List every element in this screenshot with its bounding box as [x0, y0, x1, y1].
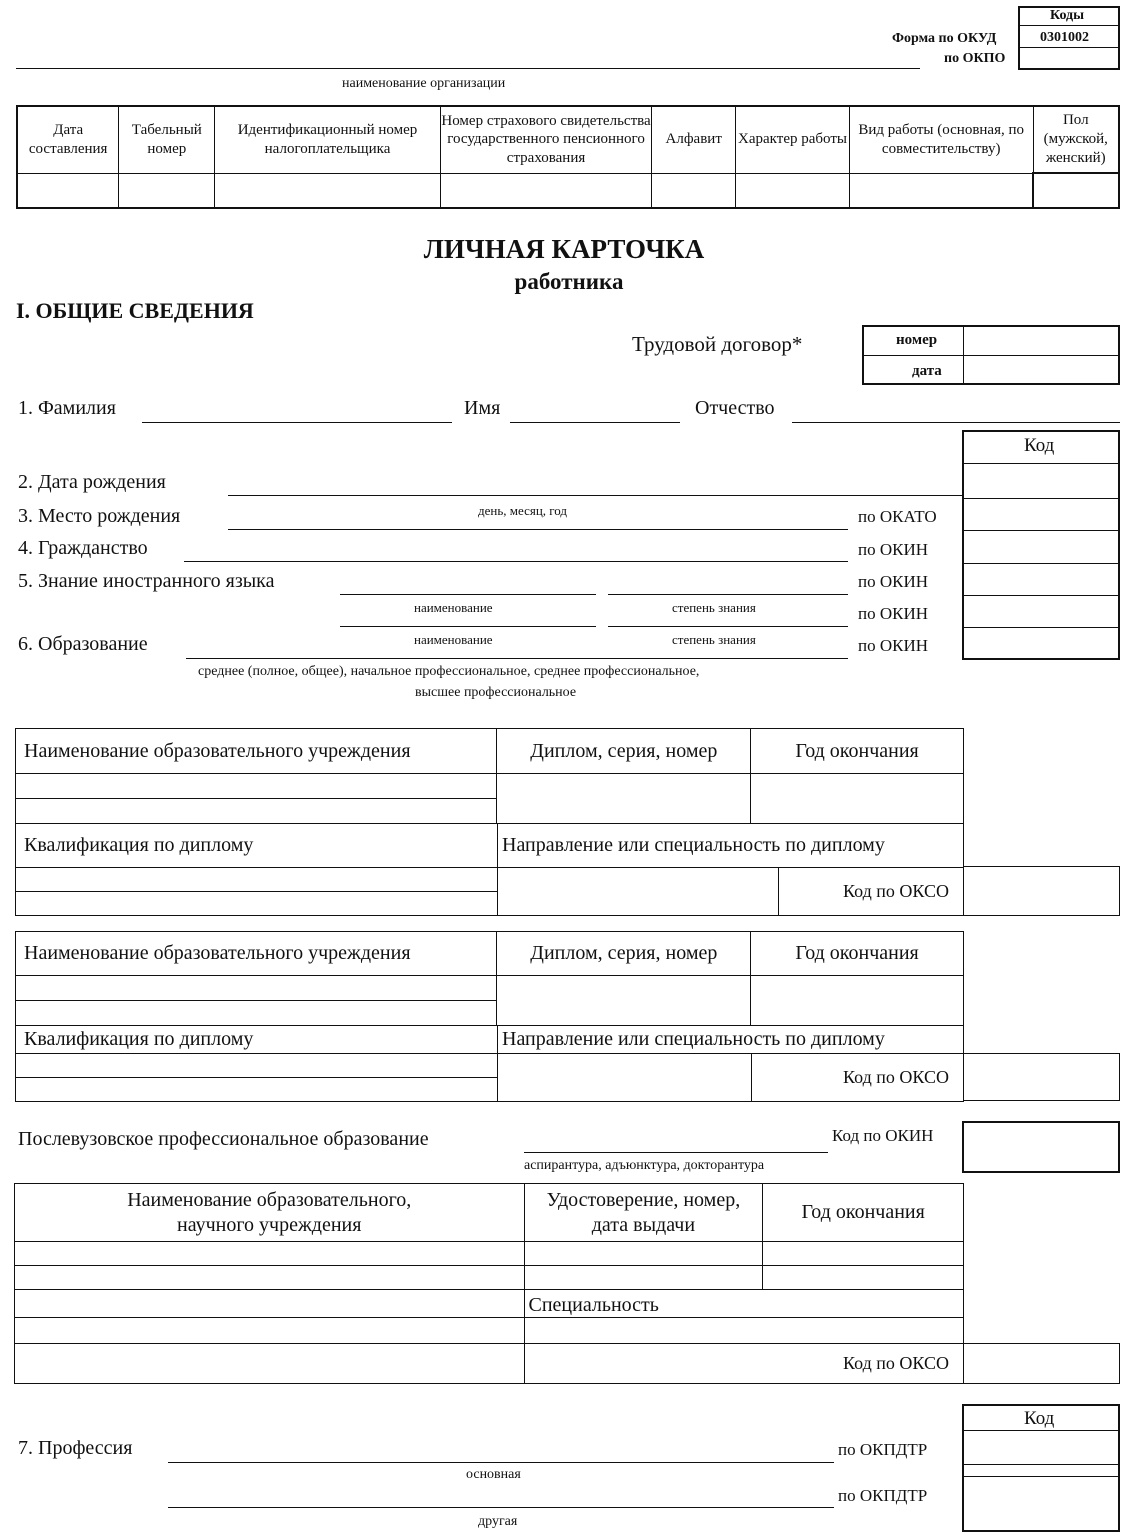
- edu2-year-cell[interactable]: [751, 976, 964, 1026]
- cell-inn[interactable]: [215, 173, 441, 208]
- edu1-qualification-header: Квалификация по диплому: [16, 824, 498, 868]
- profession-other-caption: другая: [478, 1514, 518, 1529]
- edu2-okso-label: Код по ОКСО: [752, 1054, 964, 1102]
- contract-number-input[interactable]: [968, 329, 1116, 351]
- contract-date-input[interactable]: [968, 359, 1116, 381]
- edu1-institution-row2[interactable]: [16, 799, 497, 824]
- postgrad-row3[interactable]: [15, 1290, 525, 1318]
- code-birth-place[interactable]: [966, 501, 1116, 527]
- cell-work-nature[interactable]: [736, 173, 850, 208]
- edu2-qualification-row1[interactable]: [16, 1054, 498, 1078]
- edu2-specialty-header: Направление или специальность по диплому: [498, 1026, 964, 1054]
- birth-date-label: 2. Дата рождения: [18, 471, 166, 493]
- okpo-label: по ОКПО: [944, 51, 1006, 66]
- postgrad-certificate-row2[interactable]: [524, 1266, 763, 1290]
- profession-other-code[interactable]: [966, 1480, 1116, 1528]
- postgrad-institution-header: Наименование образовательного, научного учреждения: [15, 1184, 525, 1242]
- edu2-diploma-cell[interactable]: [497, 976, 751, 1026]
- edu2-qualification-row2[interactable]: [16, 1078, 498, 1102]
- postgrad-institution-row1[interactable]: [15, 1242, 525, 1266]
- edu2-specialty-cell[interactable]: [498, 1054, 752, 1102]
- birth-date-caption: день, месяц, год: [478, 503, 568, 518]
- postgrad-okso-label: Код по ОКСО: [524, 1344, 964, 1384]
- education-label: 6. Образование: [18, 633, 148, 655]
- title-line2: работника: [514, 269, 624, 294]
- okin-label-language-2: по ОКИН: [858, 604, 929, 623]
- postgrad-year-row1[interactable]: [763, 1242, 964, 1266]
- postgrad-year-row2[interactable]: [763, 1266, 964, 1290]
- edu1-specialty-cell[interactable]: [498, 868, 779, 916]
- education-table-2: [15, 931, 964, 1026]
- postgrad-certificate-header: Удостоверение, номер, дата выдачи: [524, 1184, 763, 1242]
- language2-degree-input[interactable]: [610, 610, 846, 624]
- edu1-institution-header: Наименование образовательного учреждения: [16, 729, 497, 774]
- education-table-1: [15, 728, 964, 824]
- edu2-institution-row1[interactable]: [16, 976, 497, 1001]
- citizenship-label: 4. Гражданство: [18, 537, 148, 559]
- profession-okpdtr-2: по ОКПДТР: [838, 1486, 928, 1505]
- patronymic-label: Отчество: [695, 397, 775, 419]
- code-citizenship[interactable]: [966, 533, 1116, 560]
- cell-alphabet[interactable]: [652, 173, 736, 208]
- surname-input[interactable]: [144, 398, 450, 420]
- edu1-qualification-row2[interactable]: [16, 892, 498, 916]
- edu2-year-header: Год окончания: [751, 932, 964, 976]
- col-date: Дата составления: [17, 106, 119, 173]
- edu1-okso-input[interactable]: [963, 866, 1120, 916]
- education-table-1-lower: [15, 823, 964, 916]
- education-caption-1: среднее (полное, общее), начальное профессиональное, среднее профессиональное,: [198, 664, 700, 679]
- okato-label: по ОКАТО: [858, 507, 937, 526]
- okin-label-citizenship: по ОКИН: [858, 540, 929, 559]
- cell-sex[interactable]: [1033, 173, 1119, 208]
- contract-number-label: номер: [896, 332, 938, 348]
- section-heading: I. ОБЩИЕ СВЕДЕНИЯ: [16, 298, 254, 323]
- cell-tab-number[interactable]: [119, 173, 215, 208]
- postgrad-table: [14, 1183, 964, 1384]
- postgrad-specialty-header: Специальность: [524, 1290, 964, 1318]
- profession-main-caption: основная: [466, 1467, 521, 1482]
- col-work-nature: Характер работы: [736, 106, 850, 173]
- postgrad-institution-row2[interactable]: [15, 1266, 525, 1290]
- postgrad-row4[interactable]: [15, 1318, 525, 1344]
- name-input[interactable]: [512, 398, 678, 420]
- edu1-institution-row1[interactable]: [16, 774, 497, 799]
- profession-code-header: Код: [1024, 1408, 1055, 1429]
- edu1-specialty-header: Направление или специальность по диплому: [498, 824, 964, 868]
- col-work-type: Вид работы (основная, по совместительству): [849, 106, 1033, 173]
- language-degree-input[interactable]: [610, 572, 846, 592]
- profession-main-input[interactable]: [170, 1438, 832, 1460]
- education-table-2-lower: [15, 1025, 964, 1102]
- edu2-qualification-header: Квалификация по диплому: [16, 1026, 498, 1054]
- edu2-diploma-header: Диплом, серия, номер: [497, 932, 751, 976]
- profession-other-input[interactable]: [170, 1488, 832, 1505]
- postgrad-okso-input[interactable]: [963, 1343, 1120, 1384]
- postgrad-year-header: Год окончания: [763, 1184, 964, 1242]
- okin-label-language: по ОКИН: [858, 572, 929, 591]
- okud-label: Форма по ОКУД: [892, 31, 997, 46]
- education-input[interactable]: [188, 641, 328, 656]
- edu1-diploma-cell[interactable]: [497, 774, 751, 824]
- okud-value: 0301002: [1040, 30, 1089, 45]
- birth-place-input[interactable]: [230, 512, 846, 527]
- edu2-okso-input[interactable]: [963, 1053, 1120, 1101]
- language-degree-caption: степень знания: [672, 600, 756, 615]
- col-inn: Идентификационный номер налогоплательщика: [215, 106, 441, 173]
- title-line1: ЛИЧНАЯ КАРТОЧКА: [423, 234, 705, 264]
- org-field[interactable]: [16, 48, 916, 66]
- postgrad-okin-label: Код по ОКИН: [832, 1126, 934, 1145]
- cell-snils[interactable]: [440, 173, 652, 208]
- edu1-year-header: Год окончания: [751, 729, 964, 774]
- postgrad-input[interactable]: [526, 1129, 826, 1150]
- education-caption-2: высшее профессиональное: [415, 685, 577, 700]
- header-table: [16, 105, 1120, 209]
- contract-date-label: дата: [912, 363, 942, 379]
- edu1-okso-label: Код по ОКСО: [779, 868, 964, 916]
- language2-degree-caption: степень знания: [672, 632, 756, 647]
- org-caption: наименование организации: [342, 76, 506, 91]
- surname-label: 1. Фамилия: [18, 397, 116, 419]
- language2-name-input[interactable]: [342, 610, 594, 624]
- org-line: [16, 68, 920, 69]
- language2-name-caption: наименование: [414, 632, 493, 647]
- col-alphabet: Алфавит: [652, 106, 736, 173]
- col-tab-number: Табельный номер: [119, 106, 215, 173]
- citizenship-input[interactable]: [186, 538, 846, 559]
- language-name-input[interactable]: [342, 572, 594, 592]
- birth-date-input[interactable]: [230, 471, 960, 493]
- codes-heading: Коды: [1050, 8, 1085, 23]
- edu1-diploma-header: Диплом, серия, номер: [497, 729, 751, 774]
- language-label: 5. Знание иностранного языка: [18, 570, 275, 592]
- patronymic-input[interactable]: [794, 398, 1118, 420]
- okpo-field[interactable]: [1022, 50, 1116, 66]
- edu2-institution-header: Наименование образовательного учреждения: [16, 932, 497, 976]
- profession-main-code[interactable]: [966, 1434, 1116, 1461]
- postgrad-certificate-row1[interactable]: [524, 1242, 763, 1266]
- contract-label: Трудовой договор*: [632, 332, 803, 356]
- code-education[interactable]: [966, 630, 1116, 656]
- profession-okpdtr-1: по ОКПДТР: [838, 1440, 928, 1459]
- postgrad-specialty-cell[interactable]: [524, 1318, 964, 1344]
- col-sex: Пол (мужской, женский): [1033, 106, 1119, 173]
- col-snils: Номер страхового свидетельства государственного пенсионного страхования: [440, 106, 652, 173]
- language-name-caption: наименование: [414, 600, 493, 615]
- postgrad-label: Послевузовское профессиональное образование: [18, 1128, 429, 1150]
- edu1-year-cell[interactable]: [751, 774, 964, 824]
- code-language-1[interactable]: [966, 566, 1116, 592]
- code-header: Код: [1024, 435, 1055, 456]
- profession-label: 7. Профессия: [18, 1437, 133, 1459]
- cell-work-type[interactable]: [849, 173, 1033, 208]
- postgrad-caption: аспирантура, адъюнктура, докторантура: [524, 1158, 765, 1173]
- postgrad-row5[interactable]: [15, 1344, 525, 1384]
- cell-date[interactable]: [17, 173, 119, 208]
- code-language-2[interactable]: [966, 598, 1116, 624]
- okin-label-education: по ОКИН: [858, 636, 929, 655]
- name-label: Имя: [464, 397, 501, 419]
- postgrad-okin-input[interactable]: [962, 1121, 1120, 1173]
- birth-place-label: 3. Место рождения: [18, 505, 181, 527]
- edu1-qualification-row1[interactable]: [16, 868, 498, 892]
- edu2-institution-row2[interactable]: [16, 1001, 497, 1026]
